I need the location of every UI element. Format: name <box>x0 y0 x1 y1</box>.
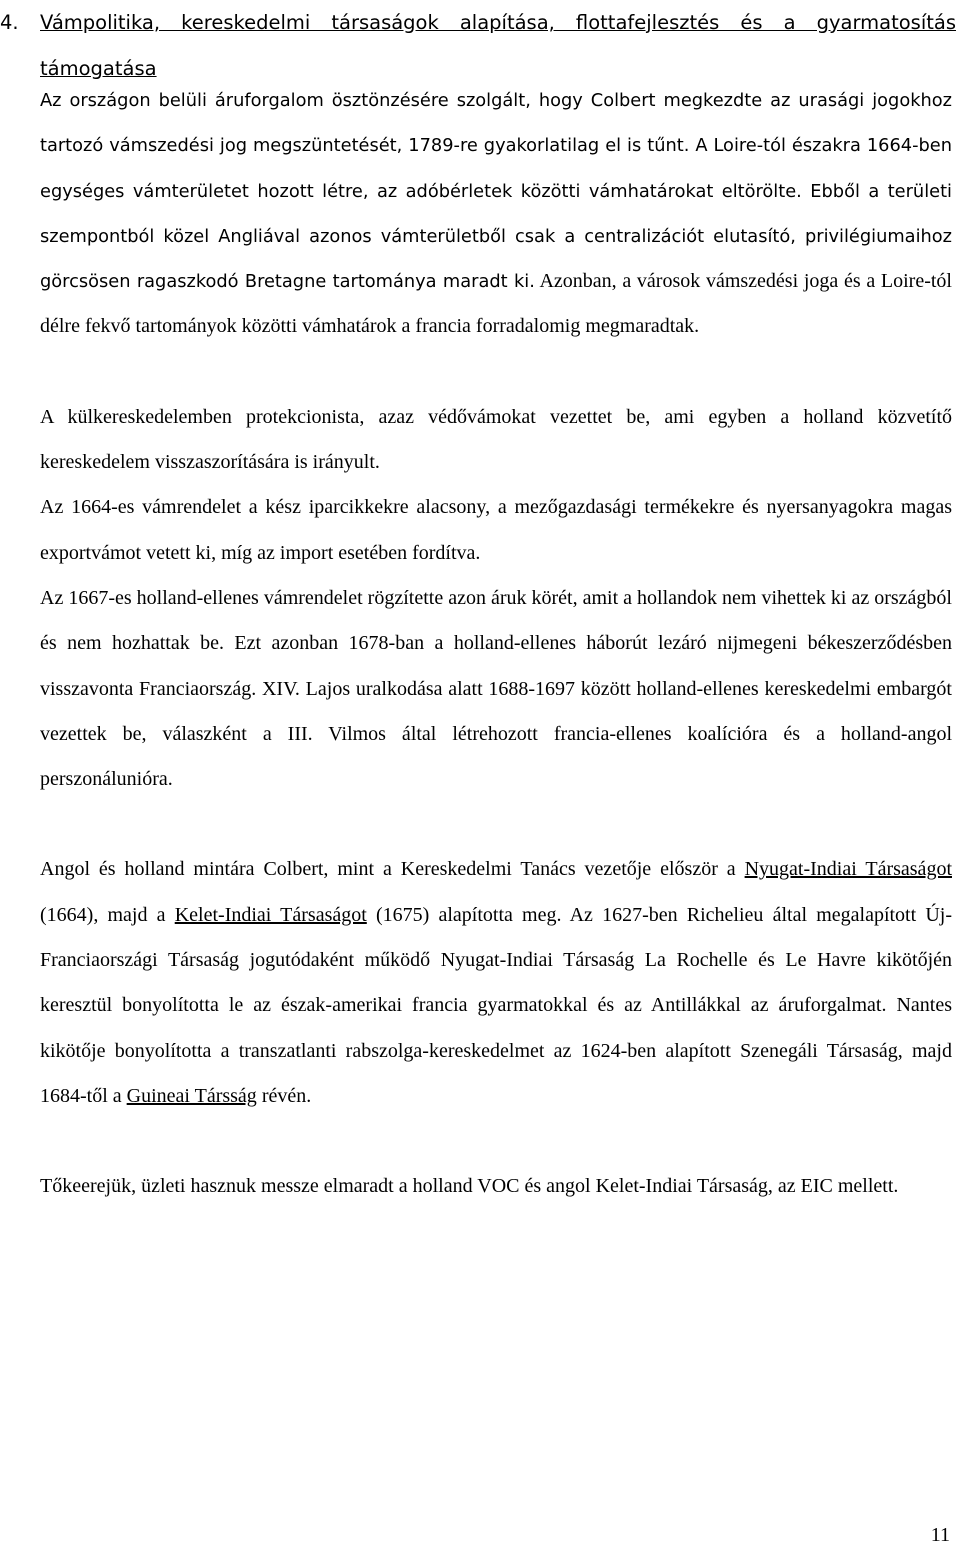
section-title: Vámpolitika, kereskedelmi társaságok alapítása, flottafejlesztés és a gyarmatosítás támogatása <box>40 11 956 80</box>
page-number: 11 <box>930 1524 950 1546</box>
trading-companies-text-4: révén. <box>256 1084 312 1107</box>
paragraph-domestic-trade <box>40 78 952 350</box>
document-body <box>40 78 952 1210</box>
trading-companies-text-3: (1675) alapította meg. Az 1627-ben Richelieu által megalapított Új-Franciaországi Társaság jogutódaként működő Nyugat-Indiai Társaság La Rochelle és Le Havre kikötőjén keresztül bonyolította le az észak-amerikai francia gyarmatokkal és az Antillákkal az áruforgalmat. Nantes kikötője bonyolította a transzatlanti rabszolga-kereskedelmet az 1624-ben alapított Szenegáli Társaság, majd 1684-től a <box>40 903 953 1107</box>
section-number: 4. <box>0 11 19 34</box>
paragraph-1664-tariff: Az 1664-es vámrendelet a kész iparcikkekre alacsony, a mezőgazdasági termékekre és nyersanyagokra magas exportvámot vetett ki, míg az import esetében fordítva. <box>40 496 952 564</box>
west-india-company-link[interactable]: Nyugat-Indiai Társaságot <box>744 858 952 881</box>
paragraph-domestic-trade-sans: Az országon belüli áruforgalom ösztönzésére szolgált, hogy Colbert megkezdte az urasági jogokhoz tartozó vámszedési jog megszüntetését, 1789-re gyakorlatilag el is tűnt. A Loire-tól északra 1664-ben egységes vámterületet hozott létre, az adóbérletek közötti vámhatárokat eltörölte. Ebből a területi szempontból közel Angliával azonos vámterületből csak a centralizációt elutasító, privilégiumaihoz görcsösen ragaszkodó Bretagne tartománya maradt ki. <box>40 90 952 293</box>
trading-companies-text-1: Angol és holland mintára Colbert, mint a Kereskedelmi Tanács vezetője először a <box>40 858 745 881</box>
trading-companies-text-2: (1664), majd a <box>40 903 175 926</box>
paragraph-1667-tariff: Az 1667-es holland-ellenes vámrendelet rögzítette azon áruk körét, amit a hollandok nem vihettek ki az országból és nem hozhattak be. Ezt azonban 1678-ban a holland-ellenes háborút lezáró nijmegeni békeszerződésben visszavonta Franciaország. XIV. Lajos uralkodása alatt 1688-1697 között holland-ellenes kereskedelmi embargót vezettek be, válaszként a III. Vilmos által létrehozott francia-ellenes koalícióra és a holland-angol perszonálunióra. <box>40 586 952 791</box>
east-india-company-link[interactable]: Kelet-Indiai Társaságot <box>174 903 367 926</box>
paragraph-domestic-trade-serif: Azonban, a városok vámszedési joga és a Loire-tól délre fekvő tartományok közötti vámhatárok a francia forradalomig megmaradtak. <box>40 270 952 338</box>
guinea-company-link[interactable]: Guineai Társság <box>126 1084 257 1107</box>
paragraph-protectionism: A külkereskedelemben protekcionista, azaz védővámokat vezettet be, ami egyben a holland közvetítő kereskedelem visszaszorítására is irányult. <box>40 405 952 474</box>
paragraph-trading-companies <box>40 847 952 1119</box>
paragraph-comparison: Tőkeerejük, üzleti hasznuk messze elmaradt a holland VOC és angol Kelet-Indiai Társaság, az EIC mellett. <box>40 1175 899 1198</box>
